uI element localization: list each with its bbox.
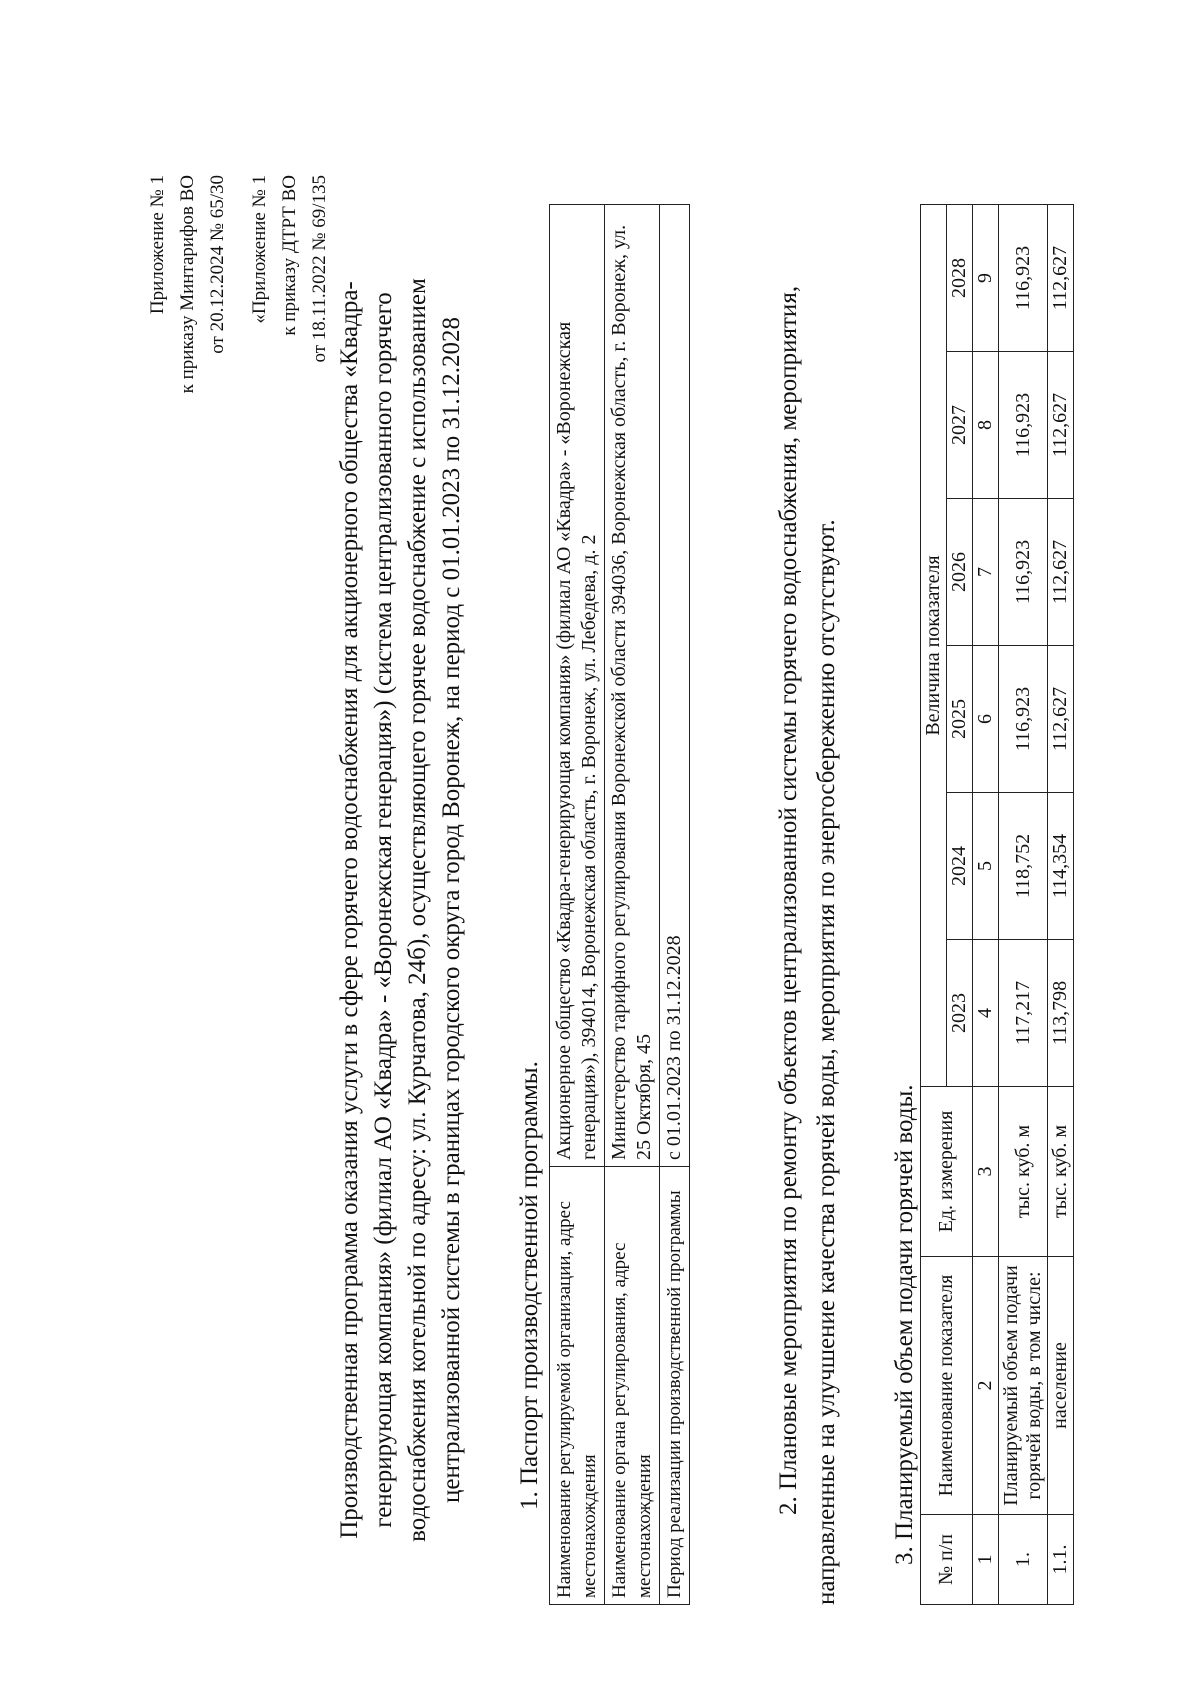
row-unit: тыс. куб. м <box>1048 1087 1074 1257</box>
section1-heading: 1. Паспорт производственной программы. <box>516 1061 543 1510</box>
passport-table <box>549 204 690 1605</box>
col-header-num: № п/п <box>921 1515 973 1605</box>
row-name: Планируемый объем подачи горячей воды, в том числе: <box>999 1257 1048 1515</box>
appendix-line: к приказу Минтарифов ВО <box>177 175 198 394</box>
index-cell: 9 <box>973 205 999 352</box>
index-cell: 5 <box>973 793 999 940</box>
appendix-line: к приказу ДТРТ ВО <box>279 175 300 336</box>
row-label: Наименование органа регулирования, адрес местонахождения <box>605 1167 660 1605</box>
table-row <box>1048 205 1074 1605</box>
index-cell: 4 <box>973 940 999 1087</box>
row-value: 112,627 <box>1048 646 1074 793</box>
index-cell: 8 <box>973 352 999 499</box>
row-value: Министерство тарифного регулирования Воронежской области 394036, Воронежская область, г. Воронеж, ул. 25 Октября, 45 <box>605 205 660 1167</box>
row-value: 116,923 <box>999 499 1048 646</box>
row-value: 112,627 <box>1048 205 1074 352</box>
row-label: Период реализации производственной программы <box>660 1167 690 1605</box>
table-row <box>550 205 605 1605</box>
appendix-line: Приложение № 1 <box>147 175 168 315</box>
index-cell: 2 <box>973 1257 999 1515</box>
appendix-current <box>143 175 233 535</box>
index-cell: 7 <box>973 499 999 646</box>
row-value: Акционерное общество «Квадра-генерирующая компания» (филиал АО «Квадра» - «Воронежская генерация»), 394014, Воронежская область, г. Воронеж, ул. Лебедева, д. 2 <box>550 205 605 1167</box>
col-header-year: 2025 <box>947 646 973 793</box>
row-num: 1. <box>999 1515 1048 1605</box>
index-row <box>973 205 999 1605</box>
document-page <box>75 165 1095 1625</box>
col-header-year: 2027 <box>947 352 973 499</box>
appendix-line: от 18.11.2022 № 69/135 <box>309 175 330 363</box>
row-value: 116,923 <box>999 646 1048 793</box>
appendix-line: от 20.12.2024 № 65/30 <box>207 175 228 354</box>
row-value: с 01.01.2023 по 31.12.2028 <box>660 205 690 1167</box>
appendix-previous <box>245 175 335 535</box>
table-header-row <box>921 205 947 1605</box>
row-value: 116,923 <box>999 205 1048 352</box>
col-header-year: 2026 <box>947 499 973 646</box>
appendix-line: «Приложение № 1 <box>249 175 270 324</box>
row-value: 114,354 <box>1048 793 1074 940</box>
row-value: 117,217 <box>999 940 1048 1087</box>
row-label: Наименование регулируемой организации, адрес местонахождения <box>550 1167 605 1605</box>
col-header-name: Наименование показателя <box>921 1257 973 1515</box>
col-header-unit: Ед. измерения <box>921 1087 973 1257</box>
row-value: 116,923 <box>999 352 1048 499</box>
col-header-group: Величина показателя <box>921 205 947 1087</box>
col-header-year: 2028 <box>947 205 973 352</box>
section3-heading: 3. Планируемый объем подачи горячей воды. <box>891 1084 918 1565</box>
index-cell: 6 <box>973 646 999 793</box>
row-value: 113,798 <box>1048 940 1074 1087</box>
row-num: 1.1. <box>1048 1515 1074 1605</box>
table-row <box>660 205 690 1605</box>
index-cell: 3 <box>973 1087 999 1257</box>
section2-text: 2. Плановые мероприятия по ремонту объектов централизованной системы горячего водоснабжения, мероприятия, направленные на улучшение качества горячей воды, мероприятия по энергосбережению отсутствуют. <box>775 285 840 1605</box>
row-value: 118,752 <box>999 793 1048 940</box>
row-value: 112,627 <box>1048 499 1074 646</box>
col-header-year: 2023 <box>947 940 973 1087</box>
row-unit: тыс. куб. м <box>999 1087 1048 1257</box>
index-cell: 1 <box>973 1515 999 1605</box>
row-name: население <box>1048 1257 1074 1515</box>
col-header-year: 2024 <box>947 793 973 940</box>
document-title: Производственная программа оказания услуги в сфере горячего водоснабжения для акционерного общества «Квадра-генерирующая компания» (филиал АО «Квадра» - «Воронежская генерация») (система централизованного горячего водоснабжения котельной по адресу: ул. Курчатова, 24б), осуществляющего горячее водоснабжение с использованием централизованной системы в границах городского округа город Воронеж, на период с 01.01.2023 по 31.12.2028 <box>336 278 465 1542</box>
volume-table <box>920 204 1074 1605</box>
table-row <box>999 205 1048 1605</box>
table-row <box>605 205 660 1605</box>
row-value: 112,627 <box>1048 352 1074 499</box>
